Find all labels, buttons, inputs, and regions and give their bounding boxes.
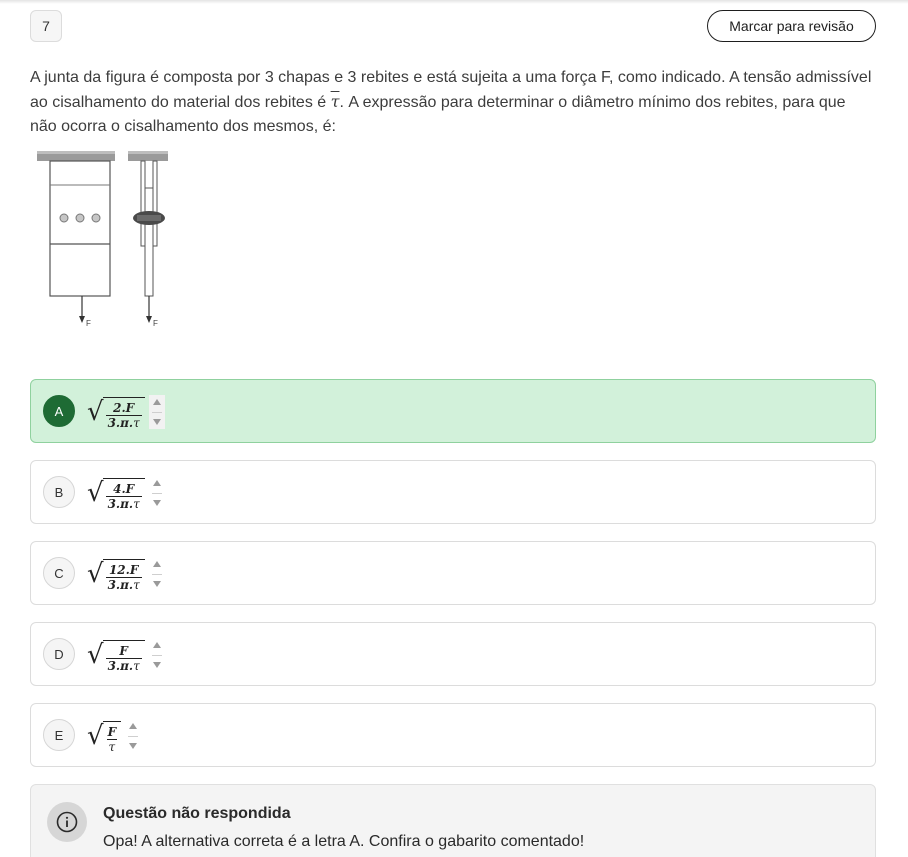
triangle-down-icon bbox=[129, 743, 137, 749]
option-formula bbox=[87, 472, 165, 514]
square-root bbox=[87, 553, 145, 595]
option-letter: A bbox=[43, 395, 75, 427]
top-shadow bbox=[0, 0, 908, 4]
triangle-down-icon bbox=[153, 662, 161, 668]
force-label-left: F bbox=[86, 319, 91, 328]
triangle-down-icon bbox=[153, 419, 161, 425]
tau-symbol: $\overline{\tau}$ bbox=[330, 92, 340, 111]
fraction bbox=[106, 563, 142, 593]
feedback-message: Opa! A alternativa correta é a letra A. Confira o gabarito comentado! bbox=[103, 833, 585, 850]
expand-formula-stepper[interactable] bbox=[149, 557, 165, 591]
option-e[interactable] bbox=[30, 703, 876, 767]
option-d[interactable] bbox=[30, 622, 876, 686]
triangle-down-icon bbox=[153, 581, 161, 587]
force-label-right: F bbox=[153, 319, 158, 328]
expand-formula-stepper[interactable] bbox=[125, 719, 141, 753]
option-letter: B bbox=[43, 476, 75, 508]
feedback-panel bbox=[30, 784, 876, 857]
fraction bbox=[106, 725, 119, 755]
expand-formula-stepper[interactable] bbox=[149, 476, 165, 510]
feedback-title: Questão não respondida bbox=[103, 805, 291, 822]
option-formula bbox=[87, 634, 165, 676]
option-letter: E bbox=[43, 719, 75, 751]
triangle-up-icon bbox=[153, 480, 161, 486]
radical-sign: √ bbox=[87, 640, 104, 670]
radical-sign: √ bbox=[87, 721, 104, 751]
denominator: $3.\pi.\overline{\tau}$ bbox=[107, 415, 140, 430]
numerator: F bbox=[119, 643, 128, 658]
numerator: 12.F bbox=[108, 562, 139, 577]
square-root bbox=[87, 391, 145, 433]
square-root bbox=[87, 715, 121, 757]
numerator: 2.F bbox=[113, 400, 135, 415]
triangle-up-icon bbox=[153, 399, 161, 405]
option-b[interactable] bbox=[30, 460, 876, 524]
square-root bbox=[87, 634, 145, 676]
mark-for-review-button[interactable]: Marcar para revisão bbox=[707, 10, 876, 42]
expand-formula-stepper[interactable] bbox=[149, 638, 165, 672]
square-root bbox=[87, 472, 145, 514]
radical-sign: √ bbox=[87, 478, 104, 508]
radical-sign: √ bbox=[87, 397, 104, 427]
question-text-part2: . A expressão para determinar o diâmetro mínimo dos rebites, para que não ocorra o cisalhamento dos mesmos, é: bbox=[30, 94, 846, 135]
option-letter: C bbox=[43, 557, 75, 589]
numerator: 4.F bbox=[113, 481, 135, 496]
fraction bbox=[106, 644, 142, 674]
numerator: F bbox=[107, 724, 117, 739]
option-formula bbox=[87, 553, 165, 595]
denominator: $3.\pi.\overline{\tau}$ bbox=[107, 496, 140, 511]
radical-sign: √ bbox=[87, 559, 104, 589]
question-text-part1: A junta da figura é composta por 3 chapas e 3 rebites e está sujeita a uma força F, como indicado. A tensão admissível ao cisalhamento do material dos rebites é bbox=[30, 69, 872, 111]
option-formula bbox=[87, 715, 141, 757]
option-formula bbox=[87, 391, 165, 433]
option-c[interactable] bbox=[30, 541, 876, 605]
option-letter: D bbox=[43, 638, 75, 670]
denominator: $3.\pi.\overline{\tau}$ bbox=[107, 658, 140, 673]
fraction bbox=[106, 482, 142, 512]
expand-formula-stepper[interactable] bbox=[149, 395, 165, 429]
fraction bbox=[106, 401, 142, 431]
riveted-joint-figure bbox=[30, 146, 180, 336]
triangle-down-icon bbox=[153, 500, 161, 506]
triangle-up-icon bbox=[129, 723, 137, 729]
denominator: $3.\pi.\overline{\tau}$ bbox=[107, 577, 140, 592]
info-icon bbox=[47, 802, 87, 842]
triangle-up-icon bbox=[153, 642, 161, 648]
denominator: $\overline{\tau}$ bbox=[108, 739, 116, 754]
question-number: 7 bbox=[30, 10, 62, 42]
triangle-up-icon bbox=[153, 561, 161, 567]
question-text bbox=[30, 66, 876, 139]
option-a[interactable] bbox=[30, 379, 876, 443]
